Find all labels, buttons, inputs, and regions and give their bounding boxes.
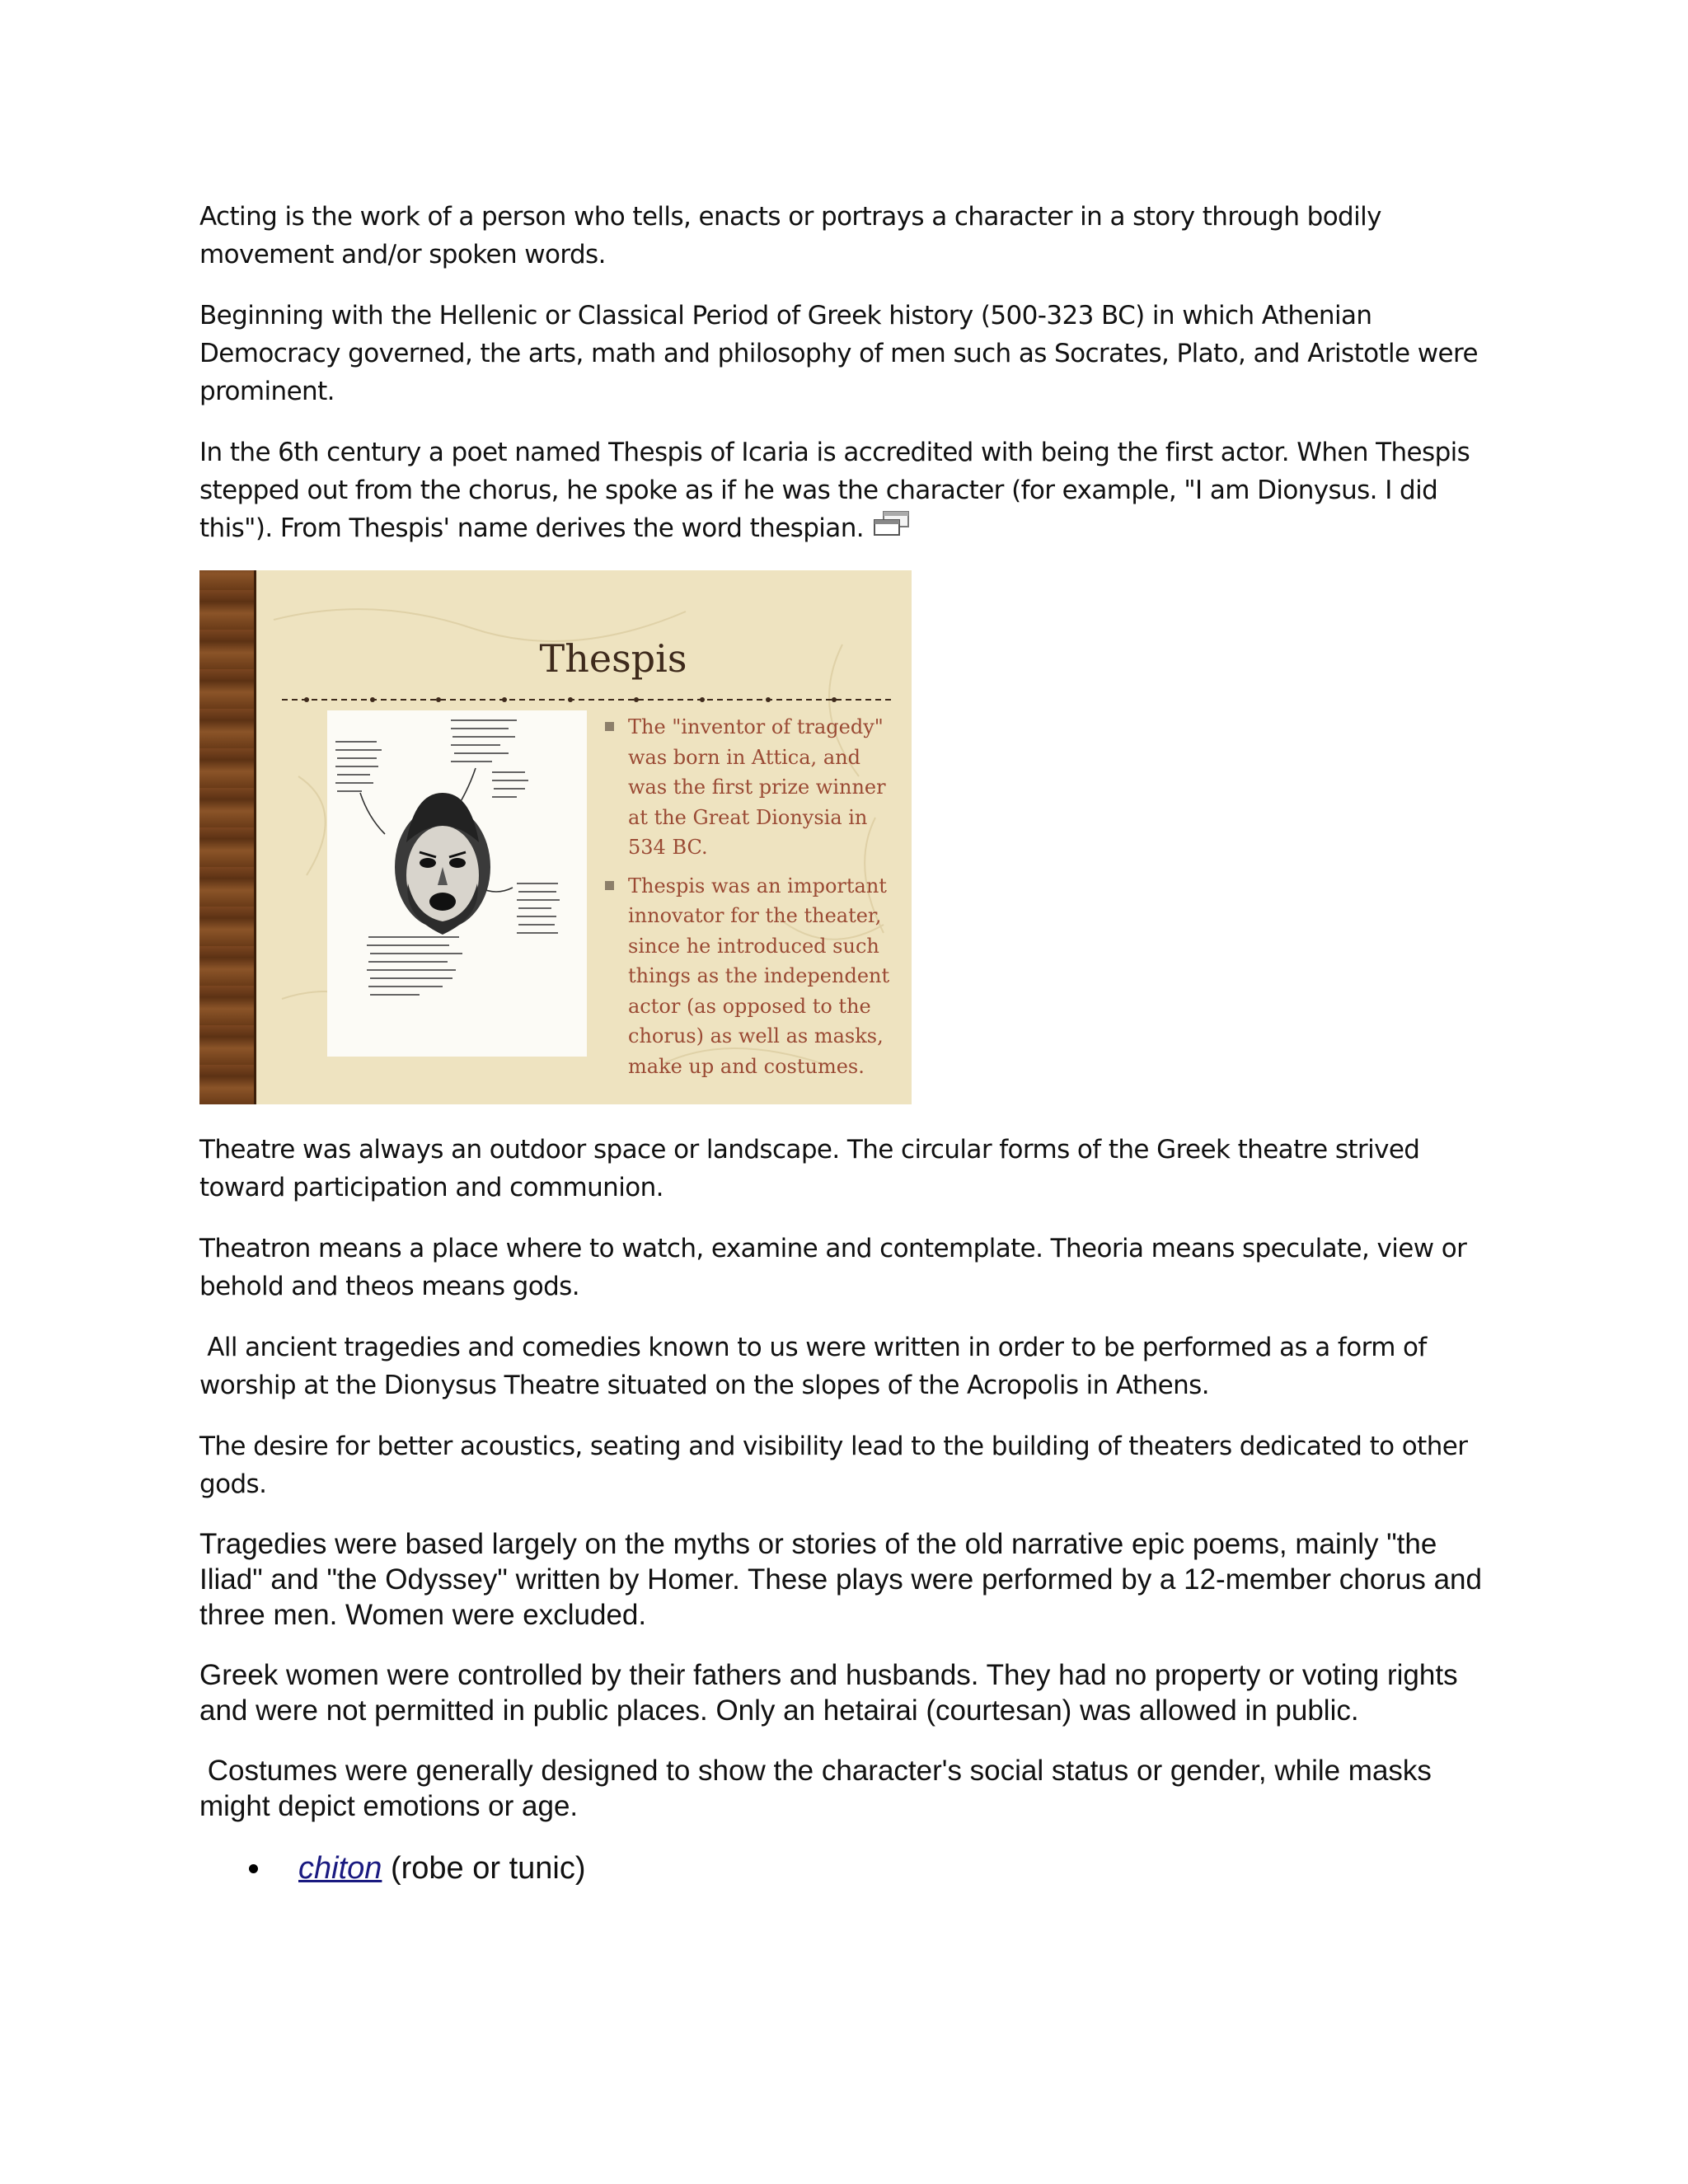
slide-title: Thespis [539,636,687,681]
paragraph-outdoor: Theatre was always an outdoor space or landscape. The circular forms of the Greek theatre strived toward participation and communion. [199,1135,1420,1202]
thespis-slide-image [199,570,912,1104]
square-bullet-icon [605,881,614,890]
window-icon [872,510,912,538]
slide-bullet-list [605,712,893,1090]
document-page [199,198,1502,1888]
square-bullet-icon [605,722,614,731]
tragic-mask-sketch [327,710,587,1057]
slide-bullet-text: The "inventor of tragedy" was born in Attica, and was the first prize winner at the Great Dionysia in 534 BC. [628,715,886,859]
bullet-dot-icon [249,1864,258,1873]
paragraph-acting: Acting is the work of a person who tells, enacts or portrays a character in a story through bodily movement and/or spoken words. [199,202,1381,269]
paragraph-acoustics: The desire for better acoustics, seating and visibility lead to the building of theaters dedicated to other gods. [199,1432,1468,1499]
chiton-link[interactable]: chiton [298,1851,382,1886]
paragraph-ancient: All ancient tragedies and comedies known to us were written in order to be performed as a form of worship at the Dionysus Theatre situated on the slopes of the Acropolis in Athens. [199,1333,1434,1400]
list-item-text: (robe or tunic) [382,1851,586,1886]
costume-list [199,1849,1502,1888]
paragraph-women: Greek women were controlled by their fathers and husbands. They had no property or voting rights and were not permitted in public places. Only an hetairai (courtesan) was allowed in public. [199,1659,1458,1727]
slide-bullet [605,712,893,863]
slide-bullet-text: Thespis was an important innovator for the theater, since he introduced such things as the independent actor (as opposed to the chorus) as well as masks, make up and costumes. [628,874,890,1078]
paragraph-tragedies: Tragedies were based largely on the myths or stories of the old narrative epic poems, mainly "the Iliad" and "the Odyssey" written by Homer. These plays were performed by a 12-member chorus and three men. Women were excluded. [199,1528,1482,1631]
paragraph-theatron: Theatron means a place where to watch, examine and contemplate. Theoria means speculate, view or behold and theos means gods. [199,1234,1467,1301]
slide-bullet [605,871,893,1082]
list-item [199,1849,1502,1888]
mask-drawing [327,710,587,1057]
paragraph-hellenic: Beginning with the Hellenic or Classical Period of Greek history (500-323 BC) in which Athenian Democracy governed, the arts, math and philosophy of men such as Socrates, Plato, and Aristotle were prominent. [199,301,1478,406]
paragraph-thespis-text: In the 6th century a poet named Thespis of Icaria is accredited with being the first actor. When Thespis stepped out from the chorus, he spoke as if he was the character (for example, "I am Dionysus. I did this"). From Thespis' name derives the word thespian. [199,438,1470,543]
paragraph-thespis [199,434,1502,547]
dotted-divider [282,696,892,704]
paragraph-costumes: Costumes were generally designed to show the character's social status or gender, while masks might depict emotions or age. [199,1755,1440,1822]
